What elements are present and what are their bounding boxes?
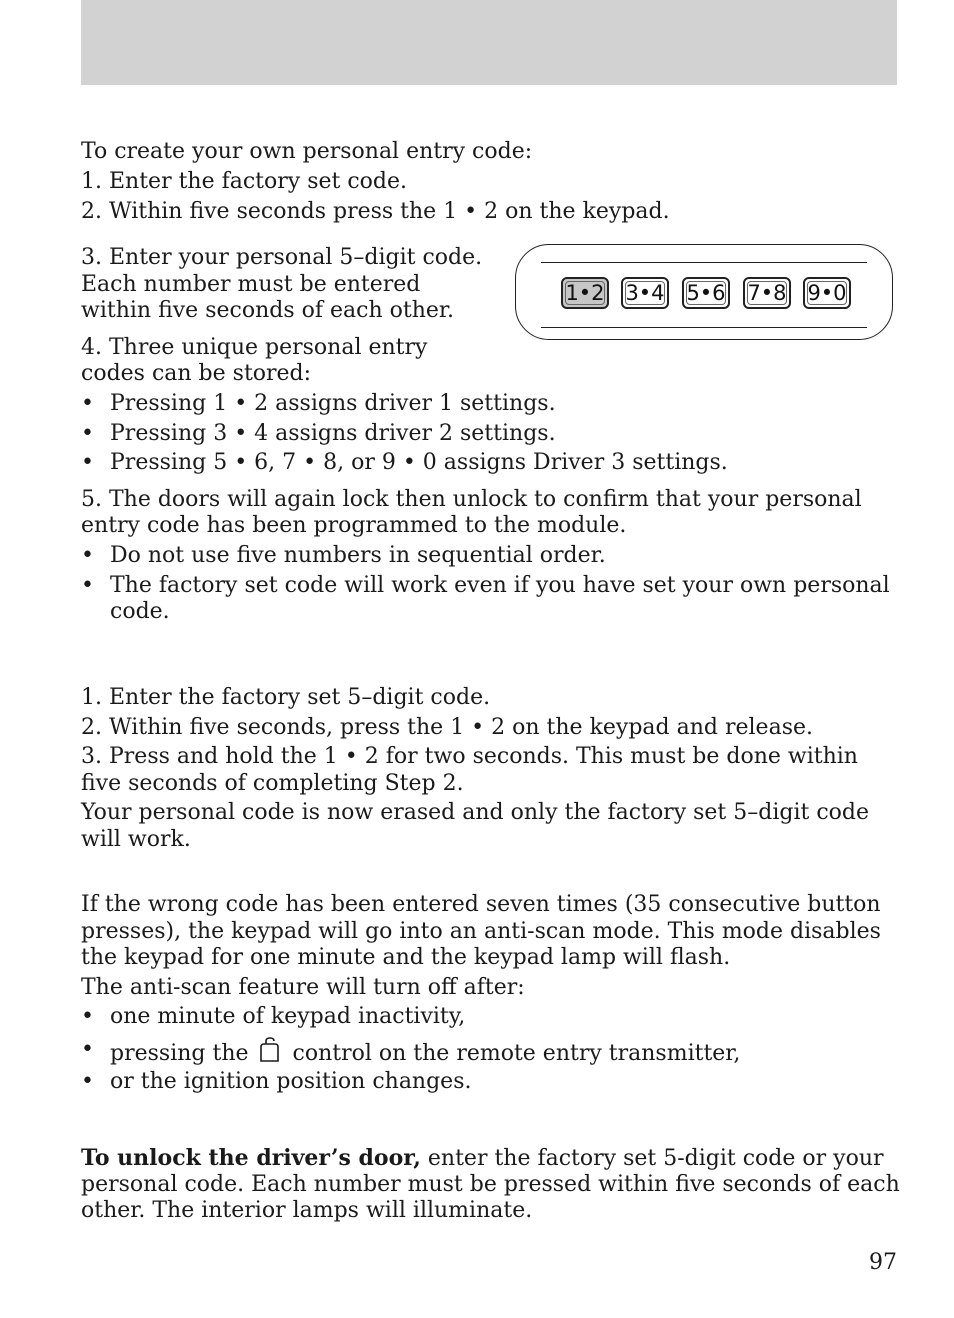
bullet-dot: • — [81, 1004, 94, 1029]
unlock-line-3: other. The interior lamps will illuminate. — [81, 1198, 533, 1223]
unlock-line-2: personal code. Each number must be pressed within five seconds of each — [81, 1172, 900, 1197]
bullet-text-before-icon: pressing the — [110, 1041, 249, 1066]
page-number: 97 — [869, 1250, 897, 1275]
driver-1-bullet — [81, 391, 897, 417]
keypad-key-7-8: 7•8 — [743, 277, 791, 309]
create-step-5-line-2: entry code has been programmed to the module. — [81, 513, 627, 538]
bullet-dot: • — [81, 1037, 94, 1062]
bullet-dot: • — [81, 1069, 94, 1094]
driver-2-bullet — [81, 421, 897, 447]
keypad-key-9-0: 9•0 — [803, 277, 851, 309]
note-bullet-factory-code — [81, 573, 897, 599]
bullet-text: Do not use five numbers in sequential order. — [110, 543, 606, 568]
bullet-text-remote — [110, 1037, 897, 1070]
create-step-3-line-3: within five seconds of each other. — [81, 298, 454, 323]
bullet-dot: • — [81, 421, 94, 446]
unlock-line-1-rest: enter the factory set 5-digit code or your — [420, 1146, 884, 1171]
note-bullet-sequential — [81, 543, 897, 569]
bullet-text: Pressing 3 • 4 assigns driver 2 settings. — [110, 421, 556, 446]
keypad-bottom-rule — [541, 327, 867, 328]
erase-result-line-1: Your personal code is now erased and only the factory set 5–digit code — [81, 800, 870, 825]
create-intro: To create your own personal entry code: — [81, 139, 533, 164]
create-step-3-line-1: 3. Enter your personal 5–digit code. — [81, 245, 483, 270]
keypad-key-1-2: 1•2 — [561, 277, 609, 309]
create-step-1: 1. Enter the factory set code. — [81, 169, 408, 194]
bullet-dot: • — [81, 391, 94, 416]
erase-result-line-2: will work. — [81, 827, 191, 852]
keypad-top-rule — [541, 262, 867, 263]
antiscan-bullet-remote — [81, 1037, 897, 1070]
bullet-dot: • — [81, 543, 94, 568]
create-step-3-line-2: Each number must be entered — [81, 272, 421, 297]
bullet-text: or the ignition position changes. — [110, 1069, 472, 1094]
keypad-key-3-4: 3•4 — [621, 277, 669, 309]
antiscan-para-line-2: presses), the keypad will go into an anti-scan mode. This mode disables — [81, 919, 881, 944]
erase-step-2: 2. Within five seconds, press the 1 • 2 on the keypad and release. — [81, 715, 813, 740]
bullet-text: Pressing 5 • 6, 7 • 8, or 9 • 0 assigns Driver 3 settings. — [110, 450, 728, 475]
create-step-2: 2. Within five seconds press the 1 • 2 on the keypad. — [81, 199, 670, 224]
erase-step-3-line-1: 3. Press and hold the 1 • 2 for two seconds. This must be done within — [81, 744, 858, 769]
create-step-5-line-1: 5. The doors will again lock then unlock to confirm that your personal — [81, 487, 862, 512]
keypad-illustration — [515, 244, 893, 340]
bullet-text: The factory set code will work even if you have set your own personal — [110, 573, 890, 598]
bullet-dot: • — [81, 450, 94, 475]
header-bar — [81, 0, 897, 85]
keypad-key-5-6: 5•6 — [682, 277, 730, 309]
driver-3-bullet — [81, 450, 897, 476]
bullet-text: one minute of keypad inactivity, — [110, 1004, 466, 1029]
antiscan-bullet-ignition — [81, 1069, 897, 1095]
erase-step-3-line-2: five seconds of completing Step 2. — [81, 771, 464, 796]
unlock-lead: To unlock the driver’s door, — [81, 1145, 421, 1171]
create-step-4-line-2: codes can be stored: — [81, 361, 312, 386]
note-bullet-factory-code-cont: code. — [110, 599, 170, 624]
bullet-text-after-icon: control on the remote entry transmitter, — [292, 1041, 741, 1066]
create-step-4-line-1: 4. Three unique personal entry — [81, 335, 428, 360]
bullet-text: Pressing 1 • 2 assigns driver 1 settings. — [110, 391, 556, 416]
bullet-dot: • — [81, 573, 94, 598]
unlock-line-1 — [81, 1145, 884, 1172]
antiscan-bullet-inactivity — [81, 1004, 897, 1030]
antiscan-para-line-1: If the wrong code has been entered seven times (35 consecutive button — [81, 892, 881, 917]
antiscan-turn-off-intro: The anti-scan feature will turn off after: — [81, 975, 525, 1000]
unlock-icon — [257, 1037, 283, 1070]
erase-step-1: 1. Enter the factory set 5–digit code. — [81, 685, 491, 710]
antiscan-para-line-3: the keypad for one minute and the keypad lamp will flash. — [81, 945, 731, 970]
